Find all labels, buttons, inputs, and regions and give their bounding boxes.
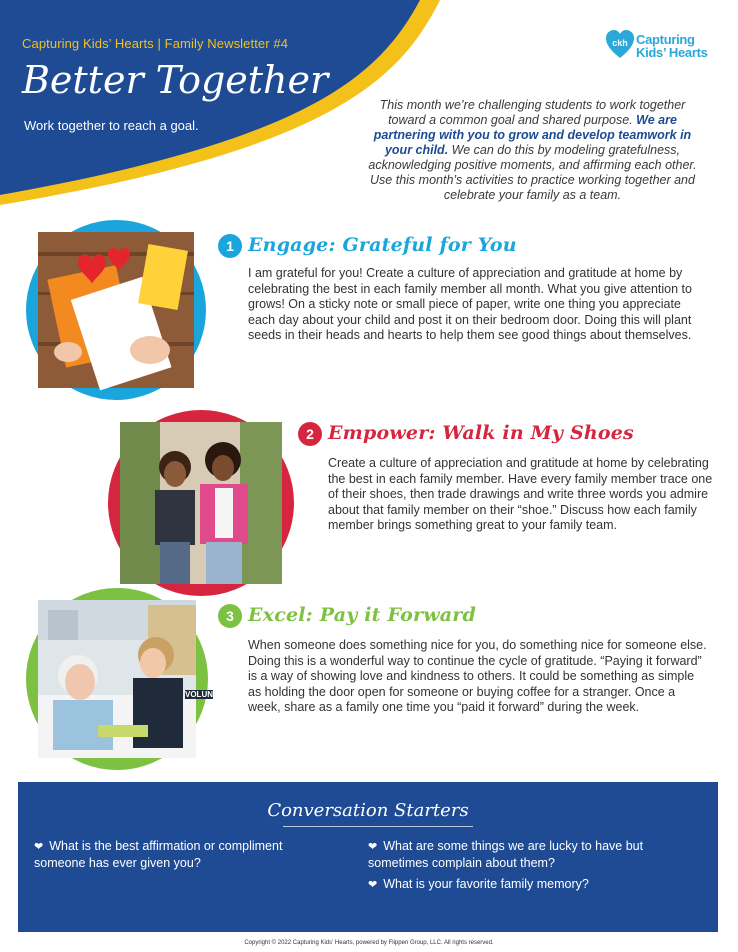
question-text: What are some things we are lucky to have but sometimes complain about them? — [368, 839, 644, 870]
section-1-title: Engage: Grateful for You — [248, 234, 517, 256]
section-3-number-badge: 3 — [218, 604, 242, 628]
newsletter-brand-line: Capturing Kids’ Hearts | Family Newsletter #4 — [22, 36, 289, 51]
question-item — [368, 838, 698, 871]
conversation-starters-title: Conversation Starters — [267, 800, 469, 821]
heart-bullet-icon: ❤ — [368, 879, 378, 891]
section-1-number-badge: 1 — [218, 234, 242, 258]
logo-text — [636, 33, 708, 59]
intro-emphasis: We are partnering with you to grow and develop teamwork in your child. — [373, 113, 692, 157]
section-1-text: I am grateful for you! Create a culture of appreciation and gratitude at home by celebrating the best in each family member all month. What you give attention to grows! On a sticky note or small piece of paper, write one thing you appreciate each day about your child and post it on their bedroom door. Doing this will plant seeds in their heads and hearts to help them see good things about themselves. — [248, 266, 692, 343]
question-text: What is the best affirmation or compliment someone has ever given you? — [34, 839, 283, 870]
section-1-photo — [26, 220, 206, 400]
intro-text-2: We can do this by modeling gratefulness, acknowledging positive moments, and affirming each other. Use this month’s activities to practice working together and celebrate your family as a team. — [368, 143, 697, 202]
conversation-starters-box — [18, 782, 718, 932]
section-2-text: Create a culture of appreciation and gratitude at home by celebrating the best in each family member. Have every family member trace one of their shoes, then trade drawings and write three words you admire about that family member on their “shoe.” Discuss how each family member brings something great to your family team. — [328, 456, 713, 533]
intro-paragraph — [360, 98, 705, 203]
logo-text-line-1: Capturing — [636, 32, 695, 47]
section-3-photo — [26, 588, 213, 770]
page-subtitle: Work together to reach a goal. — [24, 118, 199, 133]
copyright-footer: Copyright © 2022 Capturing Kids’ Hearts, powered by Flippen Group, LLC. All rights reserved. — [244, 940, 494, 946]
section-3-text: When someone does something nice for you, do something nice for someone else. Doing this is a wonderful way to continue the cycle of gratitude. “Paying it forward” is a way of showing love and kindness to others. It could be something as simple as holding the door open for someone or buying coffee for a stranger. Once a week, share as a family one time you “paid it forward” during the week. — [248, 638, 707, 715]
heart-bullet-icon: ❤ — [34, 841, 44, 853]
heart-bullet-icon: ❤ — [368, 841, 378, 853]
logo-text-line-2: Kids’ Hearts — [636, 45, 708, 60]
page-title: Better Together — [22, 58, 329, 102]
logo-mark-text: ckh — [612, 38, 628, 48]
question-item — [368, 876, 698, 893]
section-3-title: Excel: Pay it Forward — [248, 604, 476, 626]
question-text: What is your favorite family memory? — [383, 877, 589, 891]
section-2-title: Empower: Walk in My Shoes — [328, 422, 634, 444]
intro-text-1: This month we’re challenging students to work together toward a common goal and shared purpose. — [379, 98, 686, 127]
section-2-photo — [108, 410, 294, 596]
title-underline — [283, 826, 473, 827]
section-2-number-badge: 2 — [298, 422, 322, 446]
question-item — [34, 838, 334, 871]
capturing-kids-hearts-logo — [606, 30, 721, 62]
volunteer-shirt-label: VOLUN — [185, 690, 213, 699]
heart-logo-icon — [606, 30, 634, 60]
